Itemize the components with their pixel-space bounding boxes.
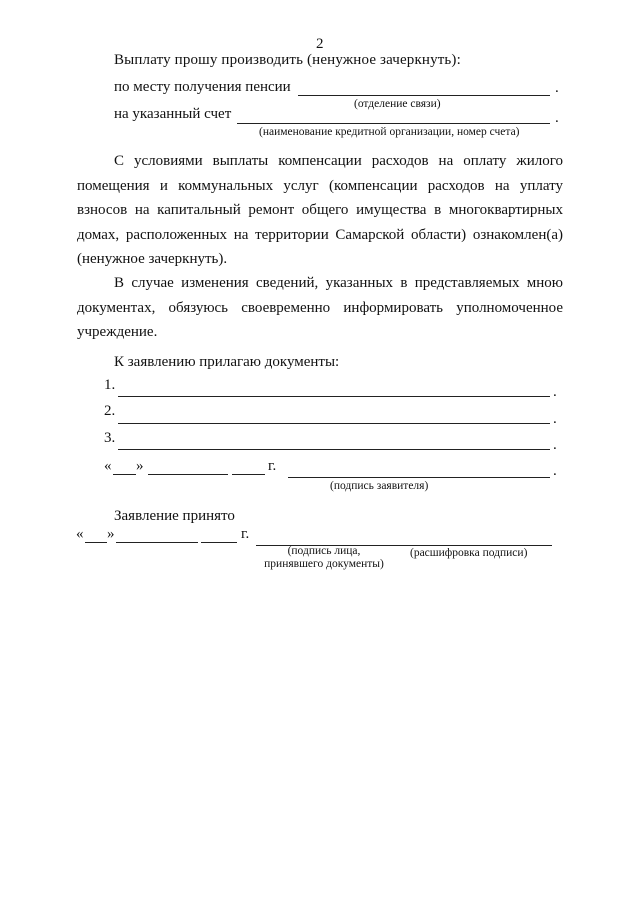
accepted-close-quote: » [107, 526, 115, 542]
accepted-open-quote: « [76, 526, 84, 542]
accepted-year-line[interactable] [201, 542, 237, 543]
paragraph-changes: В случае изменения сведений, указанных в представляемых мною документах, обязуюсь своевременно информировать уполномоченное учреждение. [77, 275, 563, 340]
pension-caption: (отделение связи) [354, 98, 441, 110]
attachments-title: К заявлению прилагаю документы: [114, 354, 340, 370]
accepted-day-line[interactable] [85, 542, 107, 543]
page-number: 2 [316, 36, 324, 52]
attachment-number-2: 2. [104, 403, 116, 419]
date-year-suffix: г. [268, 458, 277, 474]
applicant-signature-line[interactable] [288, 477, 550, 478]
date-year-line[interactable] [232, 474, 265, 475]
attachment-period-3: . [553, 437, 557, 453]
attachment-line-2[interactable] [118, 423, 550, 424]
account-blank-line[interactable] [237, 123, 550, 124]
date-day-line[interactable] [113, 474, 136, 475]
attachment-line-1[interactable] [118, 396, 550, 397]
payment-intro: Выплату прошу производить (ненужное зачеркнуть): [114, 52, 461, 68]
account-period: . [555, 110, 559, 126]
applicant-signature-caption: (подпись заявителя) [330, 480, 429, 492]
signature-period: . [553, 463, 557, 479]
accepted-month-line[interactable] [116, 542, 198, 543]
attachment-number-3: 3. [104, 430, 116, 446]
account-label: на указанный счет [114, 106, 232, 122]
date-month-line[interactable] [148, 474, 228, 475]
attachment-number-1: 1. [104, 377, 116, 393]
pension-label: по месту получения пенсии [114, 79, 291, 95]
accepted-year-suffix: г. [241, 526, 250, 542]
accepted-transcript-caption: (расшифровка подписи) [410, 547, 528, 559]
accepted-title: Заявление принято [114, 508, 235, 524]
attachment-period-2: . [553, 411, 557, 427]
paragraph-conditions: С условиями выплаты компенсации расходов на оплату жилого помещения и коммунальных услуг (компенсации расходов на уплату взносов на капитальный ремонт общего имущества в многоквартирных домах, расположенных на территории Самарской области) ознакомлен(а) (ненужное зачеркнуть). [77, 153, 563, 267]
attachment-period-1: . [553, 384, 557, 400]
pension-blank-line[interactable] [298, 95, 550, 96]
accepted-signature-caption: (подпись лица, принявшего документы) [264, 545, 384, 571]
attachment-line-3[interactable] [118, 449, 550, 450]
account-caption: (наименование кредитной организации, номер счета) [259, 126, 520, 138]
date-close-quote: » [136, 458, 144, 474]
pension-period: . [555, 80, 559, 96]
date-open-quote: « [104, 458, 112, 474]
